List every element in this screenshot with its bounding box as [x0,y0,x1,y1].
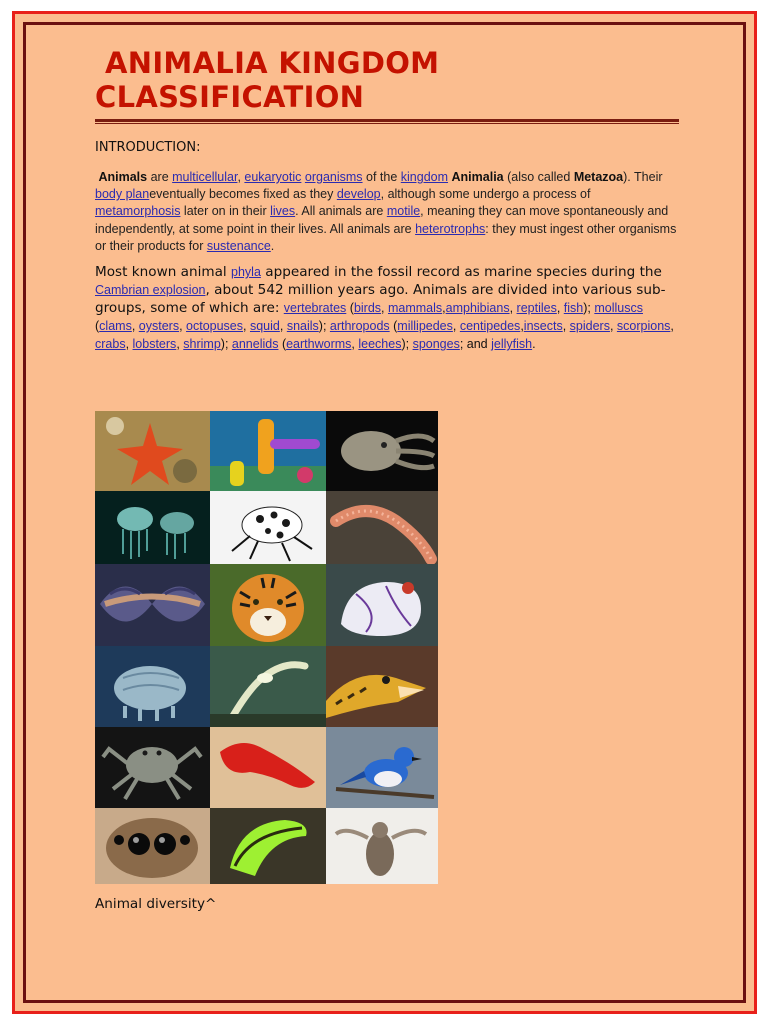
link-vertebrates[interactable]: vertebrates [283,301,347,316]
text: later on in their [180,204,271,219]
text: ); [401,337,413,352]
text: , [562,319,570,334]
tardigrade-photo-icon [95,646,210,727]
text: ( [95,319,100,334]
page-title [95,46,679,114]
jellyfish-photo-icon [95,491,210,564]
text: , about 542 million years ago. Animals are divided into various sub-groups, some of which are: [95,282,666,317]
link-centipedes[interactable]: centipedes [459,319,521,334]
text: ( [389,319,398,334]
link-shrimp[interactable]: shrimp [183,337,221,352]
green-slug-photo-icon [210,808,326,884]
link-birds[interactable]: birds [353,301,382,316]
blue-jay-photo-icon [326,727,438,808]
text: , [176,337,184,352]
link-lobsters[interactable]: lobsters [132,337,177,352]
link-phyla[interactable]: phyla [231,265,261,280]
link-cambrian-explosion[interactable]: Cambrian explosion [95,283,206,298]
link-earthworms[interactable]: earthworms [286,337,352,352]
animal-diversity-collage [95,411,438,884]
text: , meaning they can move spontaneously and independently, at some point in their lives. All animals are [95,204,669,236]
text: . All animals are [295,204,387,219]
link-scorpions[interactable]: scorpions [616,319,671,334]
link-leeches[interactable]: leeches [358,337,402,352]
text: ( [278,337,287,352]
text: ); [583,301,595,316]
link-insects[interactable]: insects [523,319,563,334]
link-kingdom[interactable]: kingdom [400,170,449,184]
sea-squirt-photo-icon [210,646,326,727]
link-body-plan[interactable]: body plan [95,187,150,202]
flatworm-photo-icon [210,727,326,808]
text: (also called [503,170,574,184]
text: , [452,319,460,334]
link-heterotrophs[interactable]: heterotrophs [415,221,486,236]
text: , [670,319,674,334]
link-squid[interactable]: squid [249,319,280,334]
title-underline-rule [95,119,679,124]
link-develop[interactable]: develop [336,187,381,202]
text: , [237,170,245,184]
paragraph-subgroups [95,263,679,353]
text: , [179,319,187,334]
text: , [609,319,617,334]
text: , [509,301,517,316]
text: ; and [459,337,492,352]
text: ); [318,319,330,334]
bold-term: Animals [98,170,148,184]
text: of the [362,170,401,184]
link-metamorphosis[interactable]: metamorphosis [95,204,181,219]
text: , [556,301,564,316]
larva-photo-icon [326,808,438,884]
paragraph-definition [95,169,679,255]
text: . [270,238,275,253]
cuttlefish-photo-icon [326,411,438,491]
text: , although some undergo a process of [380,187,591,202]
link-arthropods[interactable]: arthropods [329,319,390,334]
intro-heading: INTRODUCTION: [95,140,201,155]
link-organisms[interactable]: organisms [304,170,363,184]
tiger-photo-icon [210,564,326,646]
text: . [532,337,536,352]
link-annelids[interactable]: annelids [231,337,279,352]
text: , [131,319,139,334]
link-reptiles[interactable]: reptiles [516,301,557,316]
content-column [95,46,679,353]
text: , [125,337,133,352]
link-fish[interactable]: fish [563,301,584,316]
link-spiders[interactable]: spiders [569,319,610,334]
sea-slug-photo-icon [326,564,438,646]
text: , [381,301,388,316]
link-eukaryotic[interactable]: eukaryotic [244,170,302,184]
text: , [279,319,287,334]
link-sustenance[interactable]: sustenance [206,238,271,253]
title-line-2: CLASSIFICATION [95,80,365,114]
link-multicellular[interactable]: multicellular [172,170,238,184]
bold-term: Metazoa [573,170,624,184]
text: , [520,319,524,334]
link-amphibians[interactable]: amphibians [445,301,510,316]
link-motile[interactable]: motile [386,204,421,219]
text: ). Their [623,170,663,184]
text: : they must ingest other organisms or their products for [95,221,677,253]
link-millipedes[interactable]: millipedes [397,319,453,334]
moray-eel-photo-icon [326,646,438,727]
link-crabs[interactable]: crabs [95,337,126,352]
sponge-reef-photo-icon [210,411,326,491]
text: , [351,337,359,352]
document-page [12,11,757,1014]
jumping-spider-photo-icon [95,808,210,884]
text: are [147,170,173,184]
bold-term: Animalia [451,170,504,184]
text: eventually becomes fixed as they [149,187,337,202]
link-lives[interactable]: lives [270,204,296,219]
text: , [243,319,250,334]
bristle-worm-photo-icon [326,491,438,564]
link-octopuses[interactable]: octopuses [186,319,244,334]
text: appeared in the fossil record as marine species during the [260,264,662,281]
crab-photo-icon [95,727,210,808]
text: ( [346,301,354,316]
giant-clam-photo-icon [95,564,210,646]
link-jellyfish[interactable]: jellyfish [491,337,533,352]
link-sponges[interactable]: sponges [412,337,460,352]
text: ); [220,337,232,352]
link-clams[interactable]: clams [99,319,132,334]
spotted-insect-photo-icon [210,491,326,564]
link-mammals[interactable]: mammals [387,301,443,316]
link-molluscs[interactable]: molluscs [594,301,643,316]
title-line-1: ANIMALIA KINGDOM [105,46,440,80]
text: , [442,301,446,316]
link-snails[interactable]: snails [286,319,319,334]
starfish-photo-icon [95,411,210,491]
text: Most known animal [95,264,232,281]
link-oysters[interactable]: oysters [138,319,180,334]
image-caption: Animal diversity^ [95,896,217,912]
